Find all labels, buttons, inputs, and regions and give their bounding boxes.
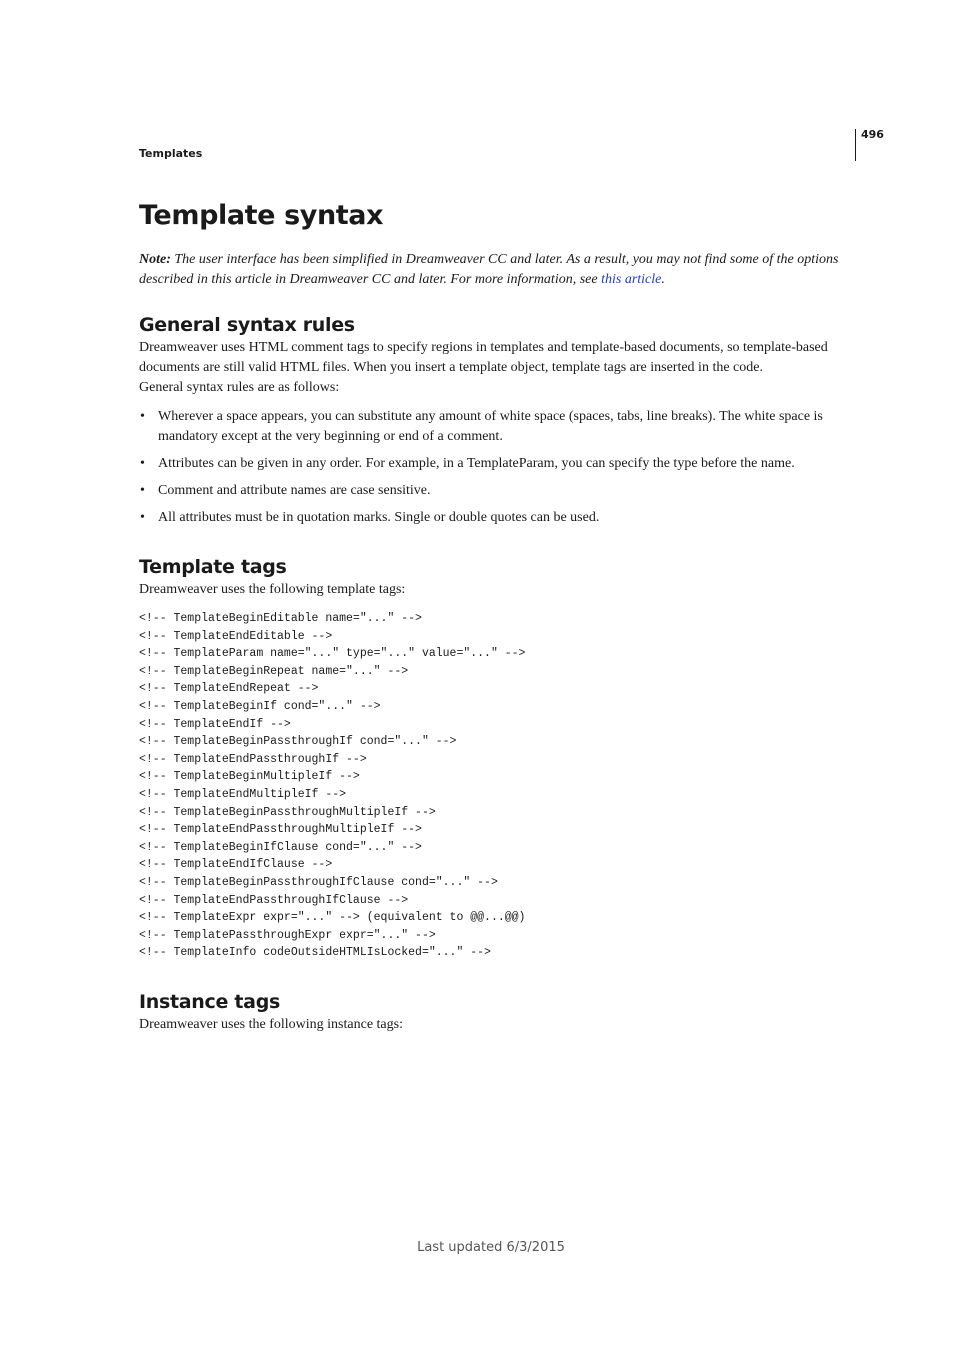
code-line: <!-- TemplateBeginEditable name="..." --> — [139, 612, 422, 625]
syntax-rules-list — [139, 407, 854, 528]
list-item-text: Attributes can be given in any order. For example, in a TemplateParam, you can specify the type before the name. — [158, 456, 795, 471]
general-intro-paragraph: Dreamweaver uses HTML comment tags to specify regions in templates and template-based documents, so template-based documents are still valid HTML files. When you insert a template object, template tags are inserted in the code. — [139, 340, 828, 375]
list-item-text: Wherever a space appears, you can substitute any amount of white space (spaces, tabs, line breaks). The white space is mandatory except at the very beginning or end of a comment. — [158, 409, 823, 444]
page-number: 496 — [861, 128, 884, 141]
code-line: <!-- TemplateInfo codeOutsideHTMLIsLocked="..." --> — [139, 946, 491, 960]
bullet-marker: • — [140, 510, 145, 525]
code-line: <!-- TemplateBeginPassthroughMultipleIf --> — [139, 805, 436, 819]
code-line: <!-- TemplateEndRepeat --> — [139, 682, 319, 696]
section-heading-general-syntax-rules: General syntax rules — [139, 314, 355, 336]
running-head: Templates — [139, 147, 203, 160]
code-line: <!-- TemplatePassthroughExpr expr="..." --> — [139, 928, 436, 942]
list-item-text: Comment and attribute names are case sensitive. — [158, 483, 431, 498]
template-tags-intro: Dreamweaver uses the following template tags: — [139, 582, 406, 597]
page-title: Template syntax — [139, 200, 384, 231]
code-line: <!-- TemplateExpr expr="..." --> (equivalent to @@...@@) — [139, 911, 526, 925]
last-updated-text: Last updated 6/3/2015 — [417, 1240, 565, 1255]
page-content — [139, 196, 854, 1035]
page-footer — [0, 1240, 954, 1255]
code-line: <!-- TemplateEndPassthroughIfClause --> — [139, 893, 409, 907]
list-item-text: All attributes must be in quotation marks. Single or double quotes can be used. — [158, 510, 600, 525]
note-paragraph — [139, 250, 854, 290]
code-line: <!-- TemplateEndIf --> — [139, 717, 291, 731]
note-text: The user interface has been simplified in Dreamweaver CC and later. As a result, you may not find some of the options described in this article in Dreamweaver CC and later. For more information, see — [139, 252, 839, 287]
code-line: <!-- TemplateEndPassthroughIf --> — [139, 752, 367, 766]
list-item — [139, 454, 854, 474]
bullet-marker: • — [140, 483, 145, 498]
bullet-marker: • — [140, 409, 145, 424]
section-heading-instance-tags: Instance tags — [139, 990, 281, 1013]
list-item — [139, 407, 854, 447]
code-line: <!-- TemplateBeginIf cond="..." --> — [139, 699, 381, 713]
bullet-marker: • — [140, 456, 145, 471]
code-block — [139, 610, 854, 962]
note-label: Note: — [139, 252, 171, 267]
section-heading-template-tags: Template tags — [139, 556, 287, 578]
code-line: <!-- TemplateBeginPassthroughIf cond="..." --> — [139, 735, 457, 749]
code-line: <!-- TemplateEndMultipleIf --> — [139, 787, 347, 801]
instance-tags-intro: Dreamweaver uses the following instance tags: — [139, 1016, 403, 1032]
general-lead-paragraph: General syntax rules are as follows: — [139, 380, 340, 395]
code-line: <!-- TemplateEndIfClause --> — [139, 858, 333, 872]
header-rule — [855, 129, 856, 161]
code-line: <!-- TemplateBeginMultipleIf --> — [139, 770, 360, 784]
code-line: <!-- TemplateBeginIfClause cond="..." --> — [139, 840, 422, 854]
code-line: <!-- TemplateEndEditable --> — [139, 629, 333, 643]
list-item — [139, 508, 854, 528]
code-line: <!-- TemplateBeginRepeat name="..." --> — [139, 664, 409, 678]
code-line: <!-- TemplateParam name="..." type="..." value="..." --> — [139, 647, 526, 661]
this-article-link[interactable]: this article — [601, 272, 662, 287]
code-line: <!-- TemplateBeginPassthroughIfClause cond="..." --> — [139, 875, 498, 889]
code-line: <!-- TemplateEndPassthroughMultipleIf --> — [139, 823, 422, 837]
list-item — [139, 481, 854, 501]
note-end: . — [661, 272, 665, 287]
